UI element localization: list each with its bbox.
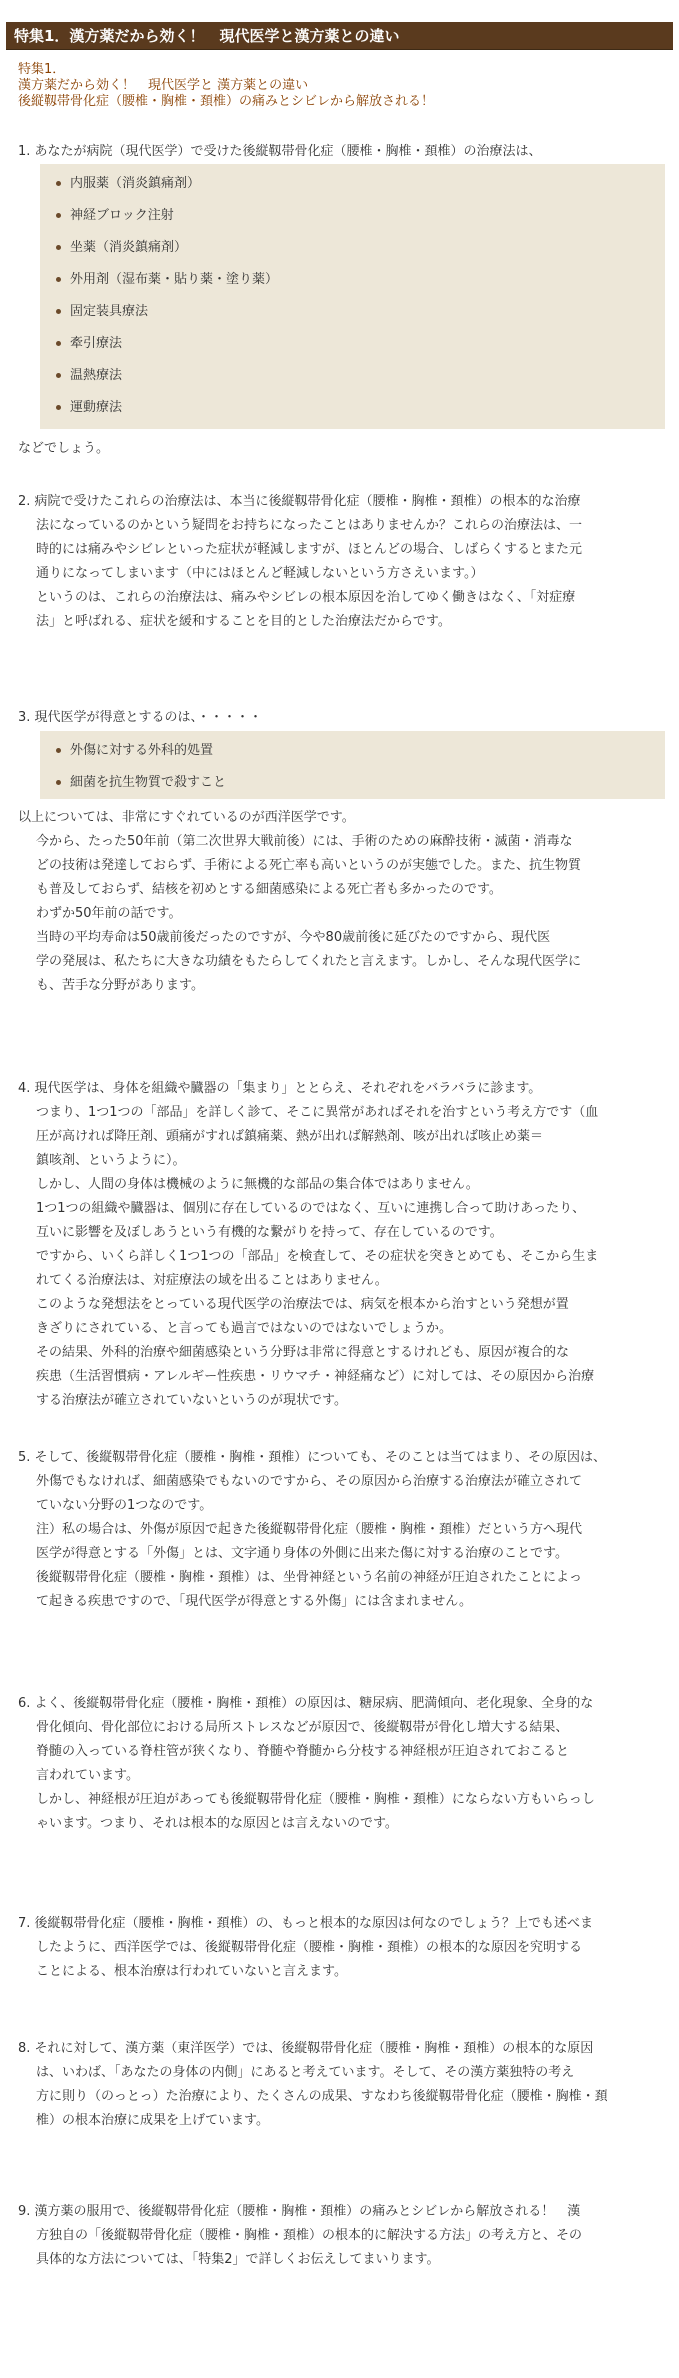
treatment-list-box	[40, 164, 665, 429]
section-text: 医学が得意とする「外傷」とは、文字通り身体の外側に出来た傷に対する治療のことです。	[36, 1546, 568, 1561]
section-text: 5. そして、後縦靱帯骨化症（腰椎・胸椎・頚椎）についても、そのことは当てはまり、その原因は、	[18, 1450, 607, 1465]
intro-line: 漢方薬だから効く！ 現代医学と 漢方薬との違い	[18, 78, 309, 93]
section-text: 椎）の根本治療に成果を上げています。	[36, 2113, 269, 2128]
section-6	[18, 1692, 668, 1836]
section-text: 今から、たった50年前（第二次世界大戦前後）には、手術のための麻酔技術・滅菌・消毒な	[36, 834, 573, 849]
section-text: したように、西洋医学では、後縦靱帯骨化症（腰椎・胸椎・頚椎）の根本的な原因を究明する	[36, 1940, 583, 1955]
list-item: 外用剤（湿布薬・貼り薬・塗り薬）	[70, 264, 665, 296]
section-text: しかし、人間の身体は機械のように無機的な部品の集合体ではありません。	[36, 1177, 479, 1192]
list-item: 細菌を抗生物質で殺すこと	[70, 767, 665, 799]
section-text: ていない分野の1つなのです。	[36, 1498, 213, 1513]
section-text: 時的には痛みやシビレといった症状が軽減しますが、ほとんどの場合、しばらくするとまた元	[36, 542, 583, 557]
page-title: 特集1．漢方薬だから効く！ 現代医学と漢方薬との違い	[6, 22, 673, 50]
section-text: 8. それに対して、漢方薬（東洋医学）では、後縦靱帯骨化症（腰椎・胸椎・頚椎）の根本的な原因	[18, 2041, 594, 2056]
section-9	[18, 2200, 668, 2272]
section-text: 1. あなたが病院（現代医学）で受けた後縦靱帯骨化症（腰椎・胸椎・頚椎）の治療法は、	[18, 144, 542, 159]
section-text: 互いに影響を及ぼしあうという有機的な繋がりを持って、存在しているのです。	[36, 1225, 503, 1240]
section-text: 疾患（生活習慣病・アレルギー性疾患・リウマチ・神経痛など）に対しては、その原因から治療	[36, 1369, 595, 1384]
intro-block	[18, 62, 668, 110]
list-item: 運動療法	[70, 392, 665, 424]
section-text: 通りになってしまいます（中にはほとんど軽減しないという方さえいます。）	[36, 566, 484, 581]
section-text: も、苦手な分野があります。	[36, 978, 204, 993]
section-text: どの技術は発達しておらず、手術による死亡率も高いというのが実態でした。また、抗生物質	[36, 858, 581, 873]
section-text: しかし、神経根が圧迫があっても後縦靱帯骨化症（腰椎・胸椎・頚椎）にならない方もいらっし	[36, 1792, 595, 1807]
intro-line: 後縦靱帯骨化症（腰椎・胸椎・頚椎）の痛みとシビレから解放される！	[18, 94, 435, 109]
section-7	[18, 1912, 668, 1984]
section-text: 9. 漢方薬の服用で、後縦靱帯骨化症（腰椎・胸椎・頚椎）の痛みとシビレから解放される！ 漢	[18, 2204, 581, 2219]
list-item: 牽引療法	[70, 328, 665, 360]
section-text: 後縦靱帯骨化症（腰椎・胸椎・頚椎）は、坐骨神経という名前の神経が圧迫されたことによっ	[36, 1570, 583, 1585]
section-text: 方に則り（のっとっ）た治療により、たくさんの成果、すなわち後縦靱帯骨化症（腰椎・胸椎・頚	[36, 2089, 608, 2104]
strengths-list	[40, 731, 665, 803]
intro-line: 特集1．	[18, 62, 66, 77]
section-text: ことによる、根本治療は行われていないと言えます。	[36, 1964, 347, 1979]
section-text: 6. よく、後縦靱帯骨化症（腰椎・胸椎・頚椎）の原因は、糖尿病、肥満傾向、老化現象、全身的な	[18, 1696, 594, 1711]
section-1-lead	[18, 140, 668, 164]
list-item: 外傷に対する外科的処置	[70, 735, 665, 767]
strengths-list-box	[40, 731, 665, 799]
section-2	[18, 490, 668, 634]
treatment-list	[40, 164, 665, 428]
section-text: 7. 後縦靱帯骨化症（腰椎・胸椎・頚椎）の、もっと根本的な原因は何なのでしょう？上でも述べま	[18, 1916, 594, 1931]
section-text: つまり、1つ1つの「部品」を詳しく診て、そこに異常があればそれを治すという考え方です（血	[36, 1105, 599, 1120]
section-text: 以上については、非常にすぐれているのが西洋医学です。	[18, 810, 355, 825]
section-text: れてくる治療法は、対症療法の域を出ることはありません。	[36, 1273, 388, 1288]
section-text: というのは、これらの治療法は、痛みやシビレの根本原因を治してゆく働きはなく、「対症療	[36, 590, 576, 605]
section-text: わずか50年前の話です。	[36, 906, 182, 921]
section-text: ゃいます。つまり、それは根本的な原因とは言えないのです。	[36, 1816, 398, 1831]
list-item: 神経ブロック注射	[70, 200, 665, 232]
section-text: て起きる疾患ですので、「現代医学が得意とする外傷」には含まれません。	[36, 1594, 473, 1609]
section-text: 1つ1つの組織や臓器は、個別に存在しているのではなく、互いに連携し合って助けあったり、	[36, 1201, 586, 1216]
section-text: 脊髄の入っている脊柱管が狭くなり、脊髄や脊髄から分枝する神経根が圧迫されておこると	[36, 1744, 570, 1759]
section-text: は、いわば、「あなたの身体の内側」にあると考えています。そして、その漢方薬独特の考え	[36, 2065, 575, 2080]
list-item: 温熱療法	[70, 360, 665, 392]
section-text: 注）私の場合は、外傷が原因で起きた後縦靱帯骨化症（腰椎・胸椎・頚椎）だという方へ現代	[36, 1522, 583, 1537]
section-text: 外傷でもなければ、細菌感染でもないのですから、その原因から治療する治療法が確立されて	[36, 1474, 583, 1489]
list-item: 内服薬（消炎鎮痛剤）	[70, 168, 665, 200]
section-text: 骨化傾向、骨化部位における局所ストレスなどが原因で、後縦靱帯が骨化し増大する結果、	[36, 1720, 569, 1735]
section-text: も普及しておらず、結核を初めとする細菌感染による死亡者も多かったのです。	[36, 882, 502, 897]
section-text: 4. 現代医学は、身体を組織や臓器の「集まり」ととらえ、それぞれをバラバラに診ます。	[18, 1081, 542, 1096]
section-text: などでしょう。	[18, 441, 110, 456]
section-text: 言われています。	[36, 1768, 139, 1783]
section-text: 圧が高ければ降圧剤、頭痛がすれば鎮痛薬、熱が出れば解熱剤、咳が出れば咳止め薬＝	[36, 1129, 544, 1144]
section-text: 学の発展は、私たちに大きな功績をもたらしてくれたと言えます。しかし、そんな現代医学に	[36, 954, 581, 969]
list-item: 坐薬（消炎鎮痛剤）	[70, 232, 665, 264]
section-text: 当時の平均寿命は50歳前後だったのですが、今や80歳前後に延びたのですから、現代医	[36, 930, 551, 945]
section-text: 鎮咳剤、というように）。	[36, 1153, 186, 1168]
section-text: 法になっているのかという疑問をお持ちになったことはありませんか？これらの治療法は、一	[36, 518, 583, 533]
section-text: する治療法が確立されていないというのが現状です。	[36, 1393, 347, 1408]
section-text: このような発想法をとっている現代医学の治療法では、病気を根本から治すという発想が置	[36, 1297, 569, 1312]
section-3-body	[18, 806, 668, 998]
section-3-lead	[18, 706, 668, 730]
section-1-end	[18, 437, 668, 461]
section-text: その結果、外科的治療や細菌感染という分野は非常に得意とするけれども、原因が複合的な	[36, 1345, 570, 1360]
section-text: 方独自の「後縦靱帯骨化症（腰椎・胸椎・頚椎）の根本的に解決する方法」の考え方と、その	[36, 2228, 583, 2243]
section-text: きざりにされている、と言っても過言ではないのではないでしょうか。	[36, 1321, 453, 1336]
section-4	[18, 1077, 668, 1413]
section-text: 3. 現代医学が得意とするのは、・・・・・	[18, 710, 263, 725]
list-item: 固定装具療法	[70, 296, 665, 328]
section-text: ですから、いくら詳しく1つ1つの「部品」を検査して、その症状を突きとめても、そこから生ま	[36, 1249, 599, 1264]
section-8	[18, 2037, 668, 2133]
section-text: 2. 病院で受けたこれらの治療法は、本当に後縦靱帯骨化症（腰椎・胸椎・頚椎）の根本的な治療	[18, 494, 581, 509]
section-text: 法」と呼ばれる、症状を緩和することを目的とした治療法だからです。	[36, 614, 451, 629]
section-5	[18, 1446, 668, 1614]
section-text: 具体的な方法については、「特集2」で詳しくお伝えしてまいります。	[36, 2252, 440, 2267]
